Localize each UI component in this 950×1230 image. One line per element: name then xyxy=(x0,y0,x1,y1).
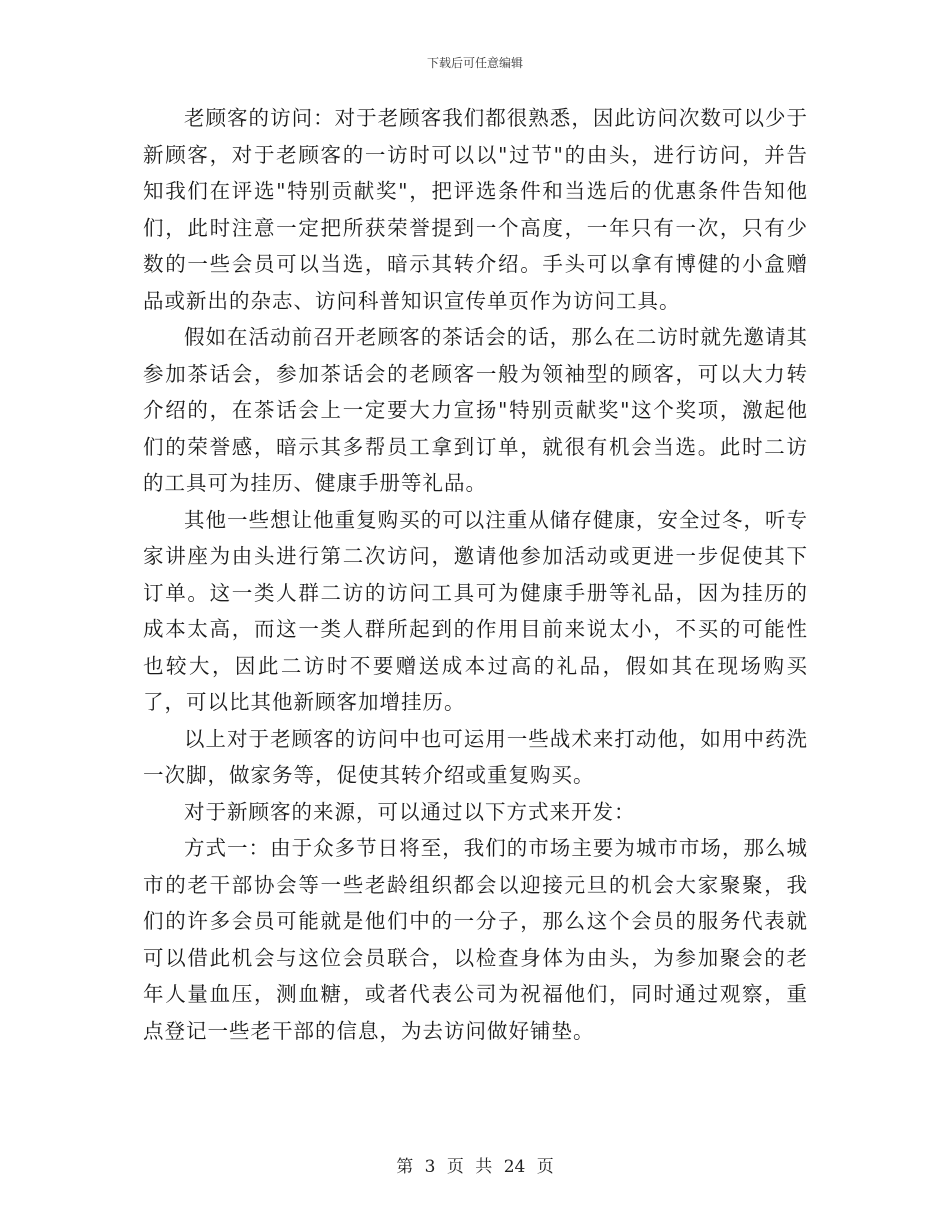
paragraph-method-one: 方式一：由于众多节日将至，我们的市场主要为城市市场，那么城市的老干部协会等一些老龄组织都会以迎接元旦的机会大家聚聚，我们的许多会员可能就是他们中的一分子，那么这个会员的服务代表就可以借此机会与这位会员联合，以检查身体为由头，为参加聚会的老年人量血压，测血糖，或者代表公司为祝福他们，同时通过观察，重点登记一些老干部的信息，为去访问做好铺垫。 xyxy=(143,836,808,1043)
paragraph-repeat-purchase: 其他一些想让他重复购买的可以注重从储存健康，安全过冬，听专家讲座为由头进行第二次访问，邀请他参加活动或更进一步促使其下订单。这一类人群二访的访问工具可为健康手册等礼品，因为挂历的成本太高，而这一类人群所起到的作用目前来说太小，不买的可能性也较大，因此二访时不要赠送成本过高的礼品，假如其在现场购买了，可以比其他新顾客加增挂历。 xyxy=(143,507,808,714)
paragraph-old-customer-visit: 老顾客的访问：对于老顾客我们都很熟悉，因此访问次数可以少于新顾客，对于老顾客的一访时可以以"过节"的由头，进行访问，并告知我们在评选"特别贡献奖"，把评选条件和当选后的优惠条件告知他们，此时注意一定把所获荣誉提到一个高度，一年只有一次，只有少数的一些会员可以当选，暗示其转介绍。手头可以拿有博健的小盒赠品或新出的杂志、访问科普知识宣传单页作为访问工具。 xyxy=(143,106,808,313)
paragraph-tactics: 以上对于老顾客的访问中也可运用一些战术来打动他，如用中药洗一次脚，做家务等，促使其转介绍或重复购买。 xyxy=(143,726,808,787)
paragraph-new-customer-source: 对于新顾客的来源，可以通过以下方式来开发： xyxy=(184,799,636,824)
page-footer: 第 3 页 共 24 页 xyxy=(396,1157,554,1177)
document-body xyxy=(143,100,808,1049)
paragraph-tea-party: 假如在活动前召开老顾客的茶话会的话，那么在二访时就先邀请其参加茶话会，参加茶话会的老顾客一般为领袖型的顾客，可以大力转介绍的，在茶话会上一定要大力宣扬"特别贡献奖"这个奖项，激起他们的荣誉感，暗示其多帮员工拿到订单，就很有机会当选。此时二访的工具可为挂历、健康手册等礼品。 xyxy=(143,325,808,495)
page-header: 下载后可任意编辑 xyxy=(426,56,523,70)
